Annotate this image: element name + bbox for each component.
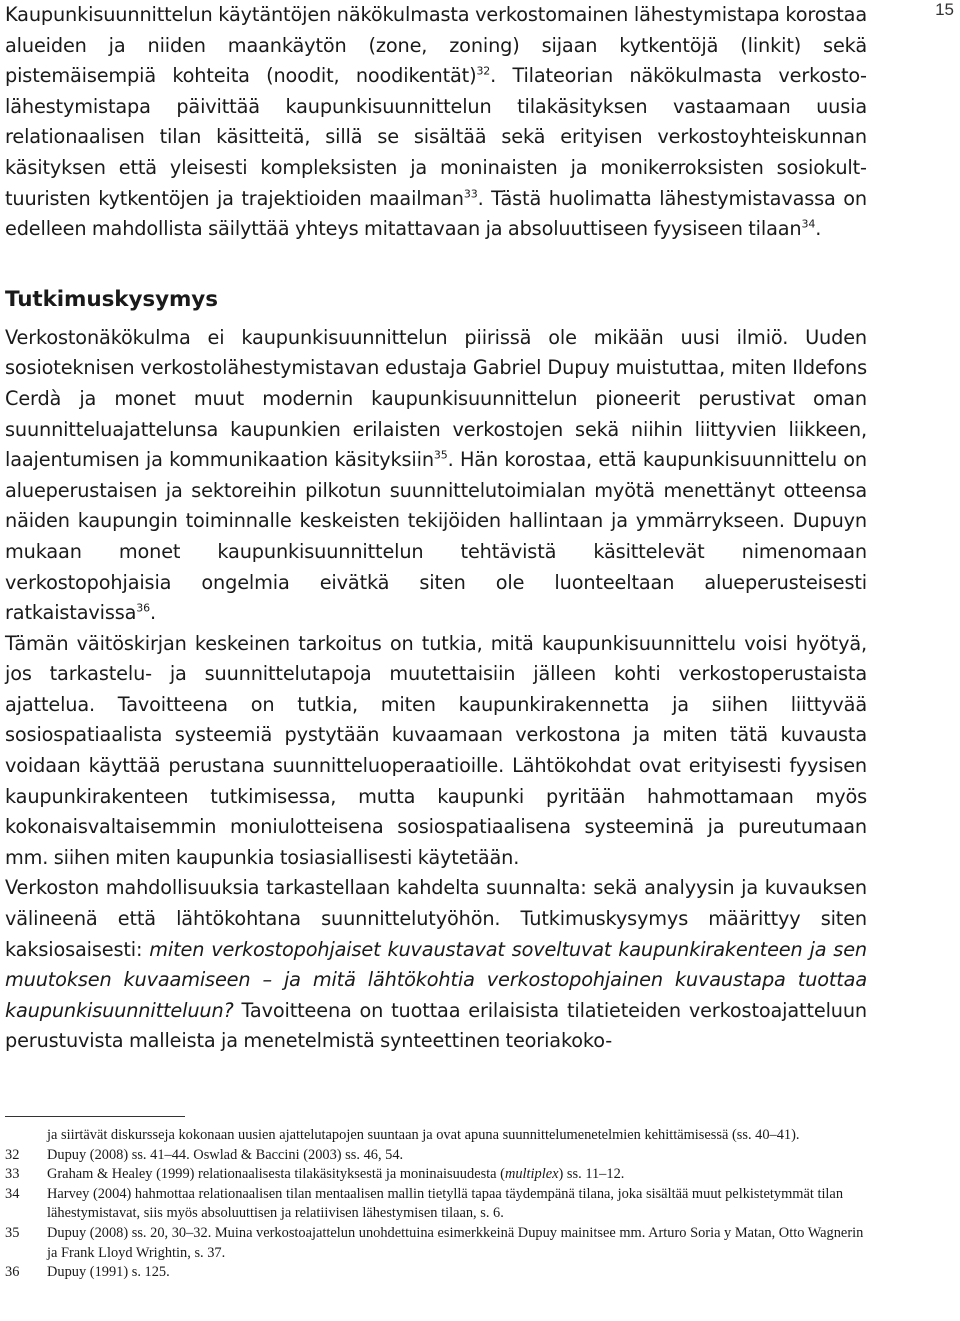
footnote-text: Harvey (2004) hahmottaa relationaalisen tilan mentaalisen mallin tietyllä tapaa täydempänä tilana, joka sisältää muut pelkistetymmät tilan lähestymistavat, siis myös absoluuttisen ja relatiivisen lähestymisen tilaan, s. 6. [47,1185,844,1222]
footnote-number: 32 [5,1146,20,1163]
section-heading: Tutkimuskysymys [5,286,218,312]
footnote-text: Dupuy (2008) ss. 20, 30–32. Muina verkostoajattelun unohdettuina esimerkkeinä Dupuy mainitsee mm. Arturo Soria y Matan, Otto Wagnerin ja Frank Lloyd Wrightin, s. 37. [47,1224,864,1261]
footnote-ref-36[interactable]: 36 [136,601,150,615]
paragraph-1-text-d: . [815,217,822,241]
footnote-ref-34[interactable]: 34 [801,217,816,231]
paragraph-4-text-b: Tavoitteena on tuottaa erilaisista tilatieteiden verkostoajatteluun perustuvista malleista ja menetelmistä synteettinen teoriakoko- [5,998,867,1053]
footnote-item [5,1224,867,1263]
footnote-divider [5,1116,185,1117]
paragraph-3: Tämän väitöskirjan keskeinen tarkoitus on tutkia, mitä kaupunkisuunnittelu voisi hyötyä, jos tarkastelu- ja suunnittelutapoja muutettaisiin jälleen kohti verkostoperustaista ajattelua. Tavoitteena on tutkia, miten kaupunkirakennetta ja siihen liittyvää sosiospatiaalista systeemiä pystytään kuvaamaan verkostona ja miten tätä kuvausta voidaan käyttää perustana suunnitteluoperaatioille. Lähtökohdat ovat erityisesti fyysisen kaupunkirakenteen tutkimisessa, mutta kaupunki pyritään hahmottamaan myös kokonaisvaltaisemmin moniulotteisena sosiospatiaalisena systeeminä ja pureutumaan mm. siihen miten kaupunkia tosiasiallisesti käytetään. [5,631,867,869]
paragraph-1 [5,0,867,245]
paragraph-2-text-a: Verkostonäkökulma ei kaupunkisuunnittelun piirissä ole mikään uusi ilmiö. Uuden sosioteknisen verkostolähestymistavan edustaja Gabriel Dupuy muistuttaa, miten Ildefons Cerdà ja monet muut modernin kaupunkisuunnittelun pioneerit perustivat oman suunnitteluajattelunsa kaupunkien erilaisten verkostojen sekä niihin liittyvien liikkeen, laajentumisen ja kommunikaation käsityksiin [5,325,867,472]
footnote-item [5,1146,867,1166]
footnote-text-part: Graham & Healey (1999) relationaalisesta tilakäsityksestä ja moninaisuudesta ( [47,1166,505,1183]
page-number: 15 [935,0,954,19]
footnotes [5,1126,867,1283]
footnote-text: Dupuy (2008) ss. 41–44. Oswlad & Baccini (2003) ss. 46, 54. [47,1146,404,1163]
footnote-text [47,1165,867,1185]
paragraph-1-text-c: . Tästä huolimatta lähestymistavassa on edelleen mahdollista säilyttää yhteys mitattavaan ja absoluuttiseen fyysiseen tilaan [5,186,867,241]
paragraph-2 [5,323,867,629]
body-text [5,0,867,1057]
paragraph-1-text-b: . Tilateorian näkökulmasta verkostolähestymistapa päivittää kaupunkisuunnittelun tilakäsityksen vastaamaan uusia relationaalisen tilan käsitteitä, sillä se sisältää sekä erityisen verkostoyhteiskunnan käsityksen että yleisesti kompleksisten ja moninaisten ja monikerroksisten sosiokulttuuristen kytkentöjen ja trajektioiden maailman [5,64,867,210]
footnote-item [5,1126,867,1146]
paragraph-4 [5,873,867,1057]
footnote-italic: multiplex [504,1166,559,1183]
paragraph-2-text-c: . [150,601,156,625]
footnote-item [5,1263,867,1283]
footnote-item [5,1165,867,1185]
footnote-ref-35[interactable]: 35 [433,448,448,462]
footnote-item [5,1185,867,1224]
footnote-text: Dupuy (1991) s. 125. [47,1264,170,1281]
footnote-number: 33 [5,1166,20,1183]
footnote-ref-33[interactable]: 33 [463,187,478,201]
footnote-number: 36 [5,1264,20,1281]
footnote-text: ja siirtävät diskursseja kokonaan uusien ajattelutapojen suuntaan ja ovat apuna suunnittelumenetelmien kehittämisessä (ss. 40–41). [47,1127,800,1143]
footnote-number: 34 [5,1185,20,1202]
paragraph-2-text-b: . Hän korostaa, että kaupunkisuunnittelu on alueperustaisen ja sektoreihin pilkotun suunnittelutoimialan myötä menettänyt otteensa näiden kaupungin toiminnalle keskeisten tekijöiden hallintaan ja ymmärrykseen. Dupuyn mukaan monet kaupunkisuunnittelun tehtävistä käsittelevät nimenomaan verkostopohjaisia ongelmia eivätkä siten ole luonteeltaan alueperusteisesti ratkaistavissa [5,448,867,625]
paragraph-4-text-a: Verkoston mahdollisuuksia tarkastellaan kahdelta suunnalta: sekä analyysin ja kuvauksen välineenä että lähtökohtana suunnittelutyöhön. Tutkimuskysymys määrittyy siten kaksiosaisesti: [5,876,867,961]
research-question: miten verkostopohjaiset kuvaustavat soveltuvat kaupunkirakenteen ja sen muutoksen kuvaamiseen – ja mitä lähtökohtia verkostopohjainen kuvaustapa tuottaa kaupunkisuunnitteluun? [5,937,867,1022]
paragraph-1-text-a: Kaupunkisuunnittelun käytäntöjen näkökulmasta verkostomainen lähestymistapa korostaa alueiden ja niiden maankäytön (zone, zoning) sijaan kytkentöjä (linkit) sekä pistemäisempiä kohteita (noodit, noodikentät) [5,3,867,88]
footnote-ref-32[interactable]: 32 [476,64,491,78]
footnote-text-part: ) ss. 11–12. [558,1166,625,1183]
footnote-number: 35 [5,1224,20,1241]
